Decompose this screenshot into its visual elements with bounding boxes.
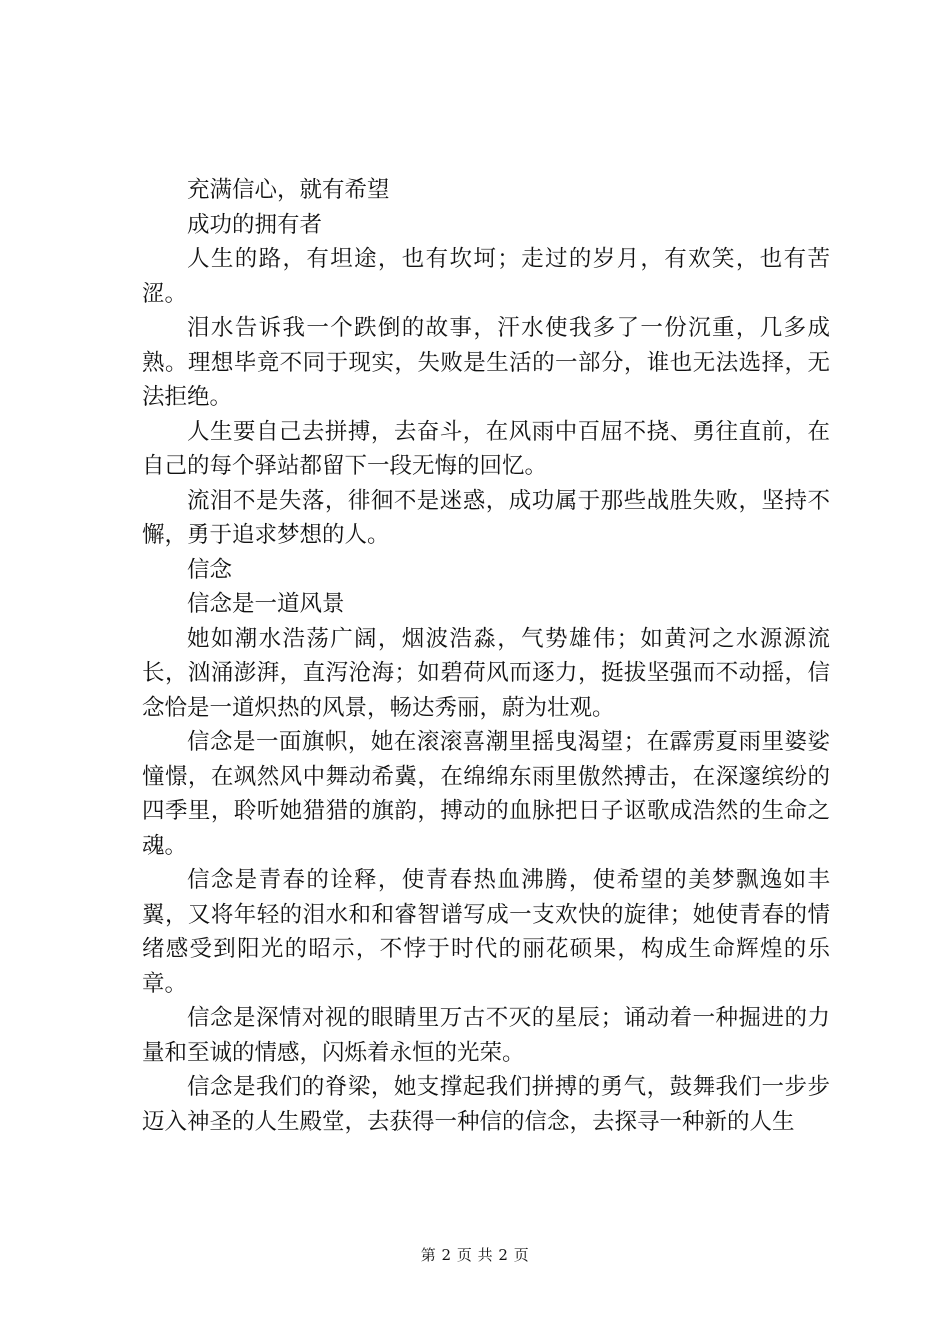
page-number-footer: 第 2 页 共 2 页	[420, 1246, 530, 1264]
paragraph: 信念是青春的诠释，使青春热血沸腾，使希望的美梦飘逸如丰翼，又将年轻的泪水和和睿智谱写成一支欢快的旋律；她使青春的情绪感受到阳光的昭示，不悖于时代的丽花硕果，构成生命辉煌的乐章。	[142, 867, 830, 997]
paragraph-heading-success: 成功的拥有者	[187, 211, 323, 238]
document-body	[142, 173, 830, 1139]
paragraph-heading-confidence: 充满信心，就有希望	[187, 177, 390, 203]
paragraph: 人生要自己去拼搏，去奋斗，在风雨中百屈不挠、勇往直前，在自己的每个驿站都留下一段无悔的回忆。	[142, 418, 830, 479]
paragraph: 她如潮水浩荡广阔，烟波浩淼，气势雄伟；如黄河之水源源流长，汹涌澎湃，直泻沧海；如碧荷风而逐力，挺拔坚强而不动摇，信念恰是一道炽热的风景，畅达秀丽，蔚为壮观。	[142, 625, 830, 721]
paragraph-heading-belief: 信念	[187, 556, 233, 583]
paragraph: 泪水告诉我一个跌倒的故事，汗水使我多了一份沉重，几多成熟。理想毕竟不同于现实，失败是生活的一部分，谁也无法选择，无法拒绝。	[142, 315, 830, 410]
paragraph-heading-scenery: 信念是一道风景	[187, 591, 345, 617]
paragraph: 人生的路，有坦途，也有坎坷；走过的岁月，有欢笑，也有苦涩。	[142, 246, 830, 307]
paragraph: 信念是深情对视的眼睛里万古不灭的星辰；诵动着一种掘进的力量和至诚的情感，闪烁着永恒的光荣。	[142, 1005, 830, 1066]
paragraph: 信念是我们的脊梁，她支撑起我们拼搏的勇气，鼓舞我们一步步迈入神圣的人生殿堂，去获得一种信的信念，去探寻一种新的人生	[142, 1074, 830, 1135]
paragraph: 信念是一面旗帜，她在滚滚喜潮里摇曳渴望；在霹雳夏雨里婆娑憧憬，在飒然风中舞动希冀，在绵绵东雨里傲然搏击，在深邃缤纷的四季里，聆听她猎猎的旗韵，搏动的血脉把日子讴歌成浩然的生命之魂。	[142, 729, 830, 859]
paragraph: 流泪不是失落，徘徊不是迷惑，成功属于那些战胜失败，坚持不懈，勇于追求梦想的人。	[142, 487, 830, 548]
